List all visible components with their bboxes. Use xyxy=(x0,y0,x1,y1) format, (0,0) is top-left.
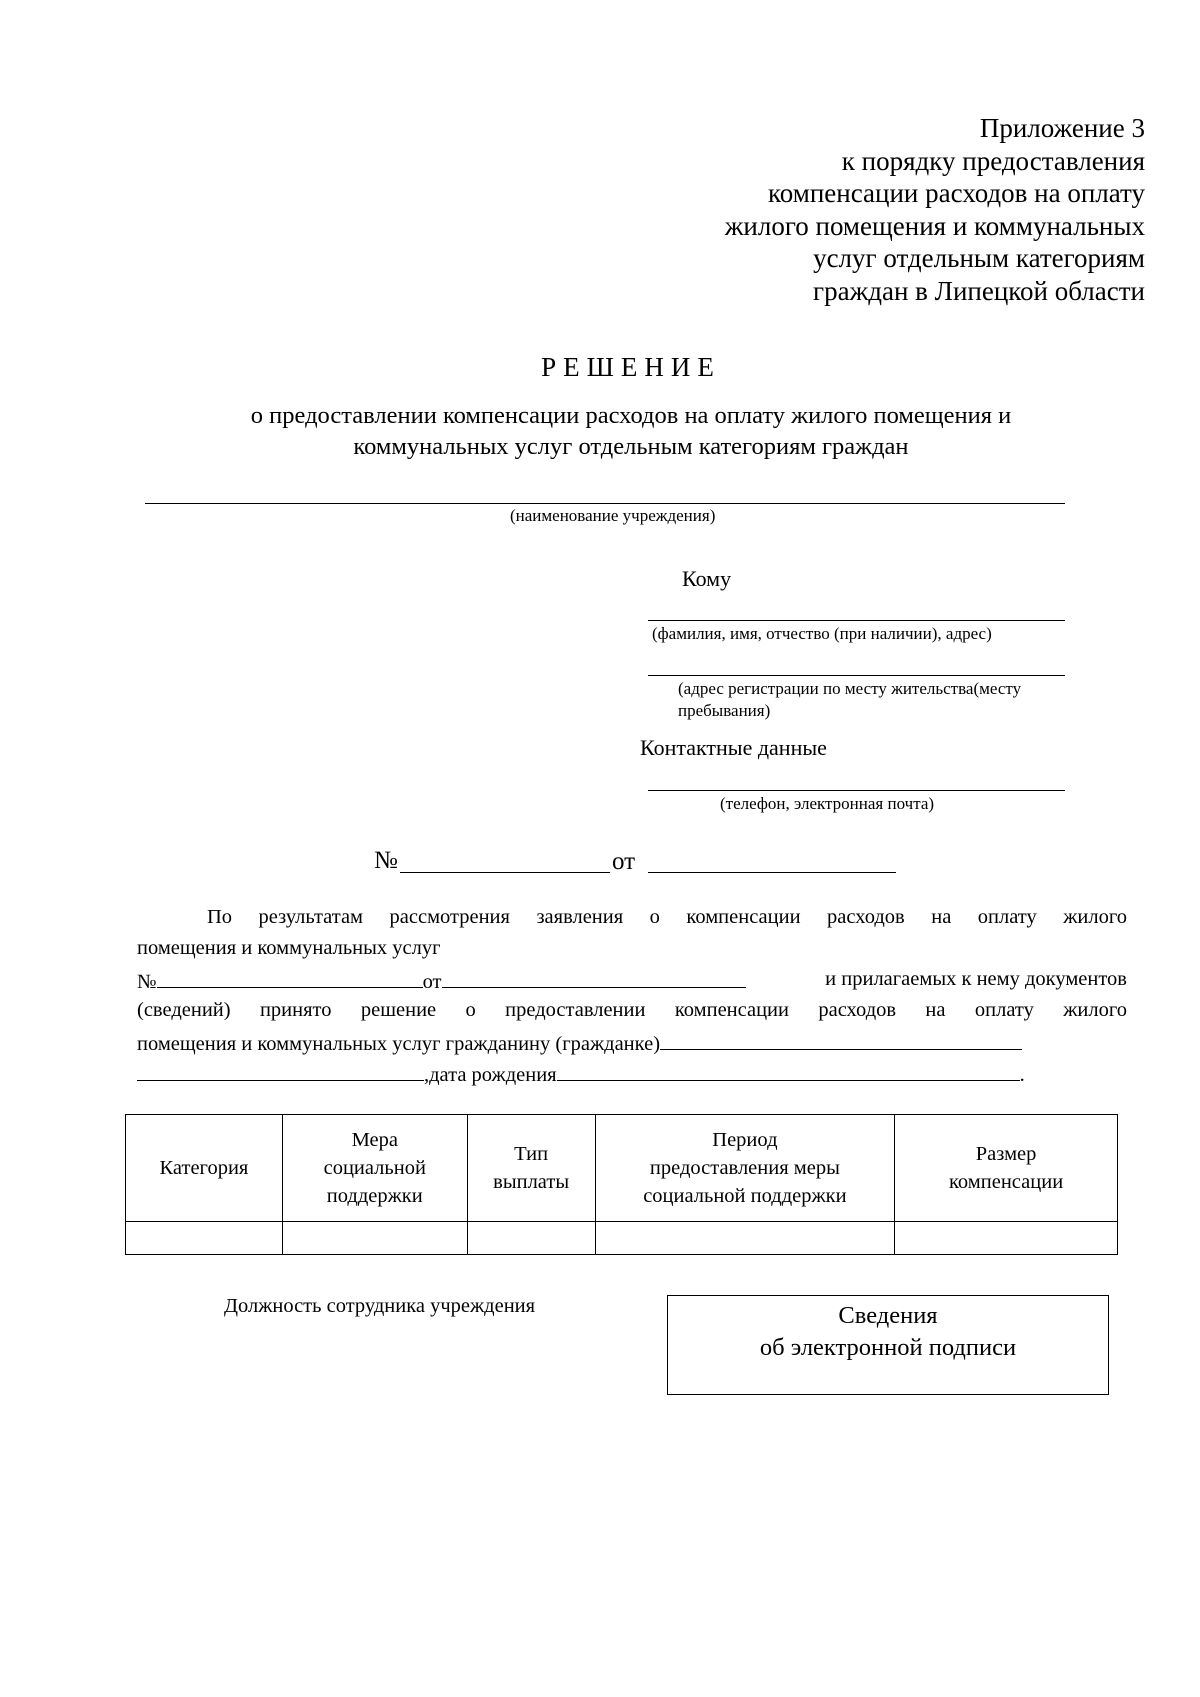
appendix-line: граждан в Липецкой области xyxy=(813,275,1145,306)
to-label: Кому xyxy=(682,566,732,591)
header-category: Категория xyxy=(126,1115,283,1222)
table-cell[interactable] xyxy=(895,1222,1118,1255)
decision-date-label: от xyxy=(612,848,636,875)
citizen-name-field-continued[interactable] xyxy=(137,1061,424,1081)
birth-date-label: ,дата рождения xyxy=(424,1064,557,1086)
document-subtitle xyxy=(0,400,1200,462)
contacts-line[interactable] xyxy=(648,790,1065,791)
appendix-line: жилого помещения и коммунальных xyxy=(724,210,1145,241)
contacts-label: Контактные данные xyxy=(640,735,827,760)
appendix-header xyxy=(725,112,1145,307)
address-caption-line-2: пребывания) xyxy=(678,701,771,720)
body-line-6: ,дата рождения . xyxy=(137,1061,1025,1087)
subtitle-line-1: о предоставлении компенсации расходов на оплату жилого помещения и xyxy=(250,402,1012,429)
appendix-line: услуг отдельным категориям xyxy=(813,243,1145,273)
birth-date-field[interactable] xyxy=(557,1061,1020,1081)
application-date-label: от xyxy=(422,971,442,993)
attached-docs-text: и прилагаемых к нему документов xyxy=(825,968,1127,990)
table-cell[interactable] xyxy=(126,1222,283,1255)
application-date-field[interactable] xyxy=(442,968,746,988)
electronic-signature-box xyxy=(667,1295,1109,1395)
decision-date-line[interactable] xyxy=(648,872,896,873)
subtitle-line-2: коммунальных услуг отдельным категориям граждан xyxy=(353,433,909,460)
institution-name-line[interactable] xyxy=(145,503,1065,504)
recipient-address-line[interactable] xyxy=(648,675,1065,676)
support-measures-table xyxy=(125,1114,1118,1255)
table-cell[interactable] xyxy=(595,1222,895,1255)
header-support-measure: Мера социальной поддержки xyxy=(282,1115,467,1222)
table-header-row xyxy=(126,1115,1118,1222)
header-compensation-amount: Размер компенсации xyxy=(895,1115,1118,1222)
body-line-1: По результатам рассмотрения заявления о компенсации расходов на оплату жилого xyxy=(207,906,1127,928)
contacts-caption: (телефон, электронная почта) xyxy=(720,794,935,813)
document-title: РЕШЕНИЕ xyxy=(541,352,721,382)
appendix-line: к порядку предоставления xyxy=(841,145,1145,176)
employee-position-label: Должность сотрудника учреждения xyxy=(224,1295,536,1317)
body-line-5: помещения и коммунальных услуг гражданину (гражданке) xyxy=(137,1030,1022,1056)
application-number-field[interactable] xyxy=(157,968,423,988)
appendix-line: компенсации расходов на оплату xyxy=(768,178,1145,208)
recipient-name-line[interactable] xyxy=(648,620,1065,621)
decision-number-label: № xyxy=(374,847,398,874)
appendix-line: Приложение 3 xyxy=(979,113,1145,143)
citizen-name-field[interactable] xyxy=(660,1030,1022,1050)
body-line-4: (сведений) принято решение о предоставлении компенсации расходов на оплату жилого xyxy=(137,999,1127,1021)
signature-box-line-2: об электронной подписи xyxy=(759,1334,1017,1361)
table-row xyxy=(126,1222,1118,1255)
body-line-2: помещения и коммунальных услуг xyxy=(137,937,441,959)
table-cell[interactable] xyxy=(282,1222,467,1255)
body-line-3 xyxy=(137,968,1127,994)
table-cell[interactable] xyxy=(467,1222,595,1255)
application-number-label: № xyxy=(137,971,157,993)
signature-box-line-1: Сведения xyxy=(838,1302,938,1329)
recipient-name-caption: (фамилия, имя, отчество (при наличии), адрес) xyxy=(652,624,992,643)
decision-number-line[interactable] xyxy=(400,872,610,873)
header-payment-type: Тип выплаты xyxy=(467,1115,595,1222)
institution-caption: (наименование учреждения) xyxy=(510,506,716,525)
header-support-period: Период предоставления меры социальной поддержки xyxy=(595,1115,895,1222)
address-caption-line-1: (адрес регистрации по месту жительства(месту xyxy=(678,679,1022,698)
